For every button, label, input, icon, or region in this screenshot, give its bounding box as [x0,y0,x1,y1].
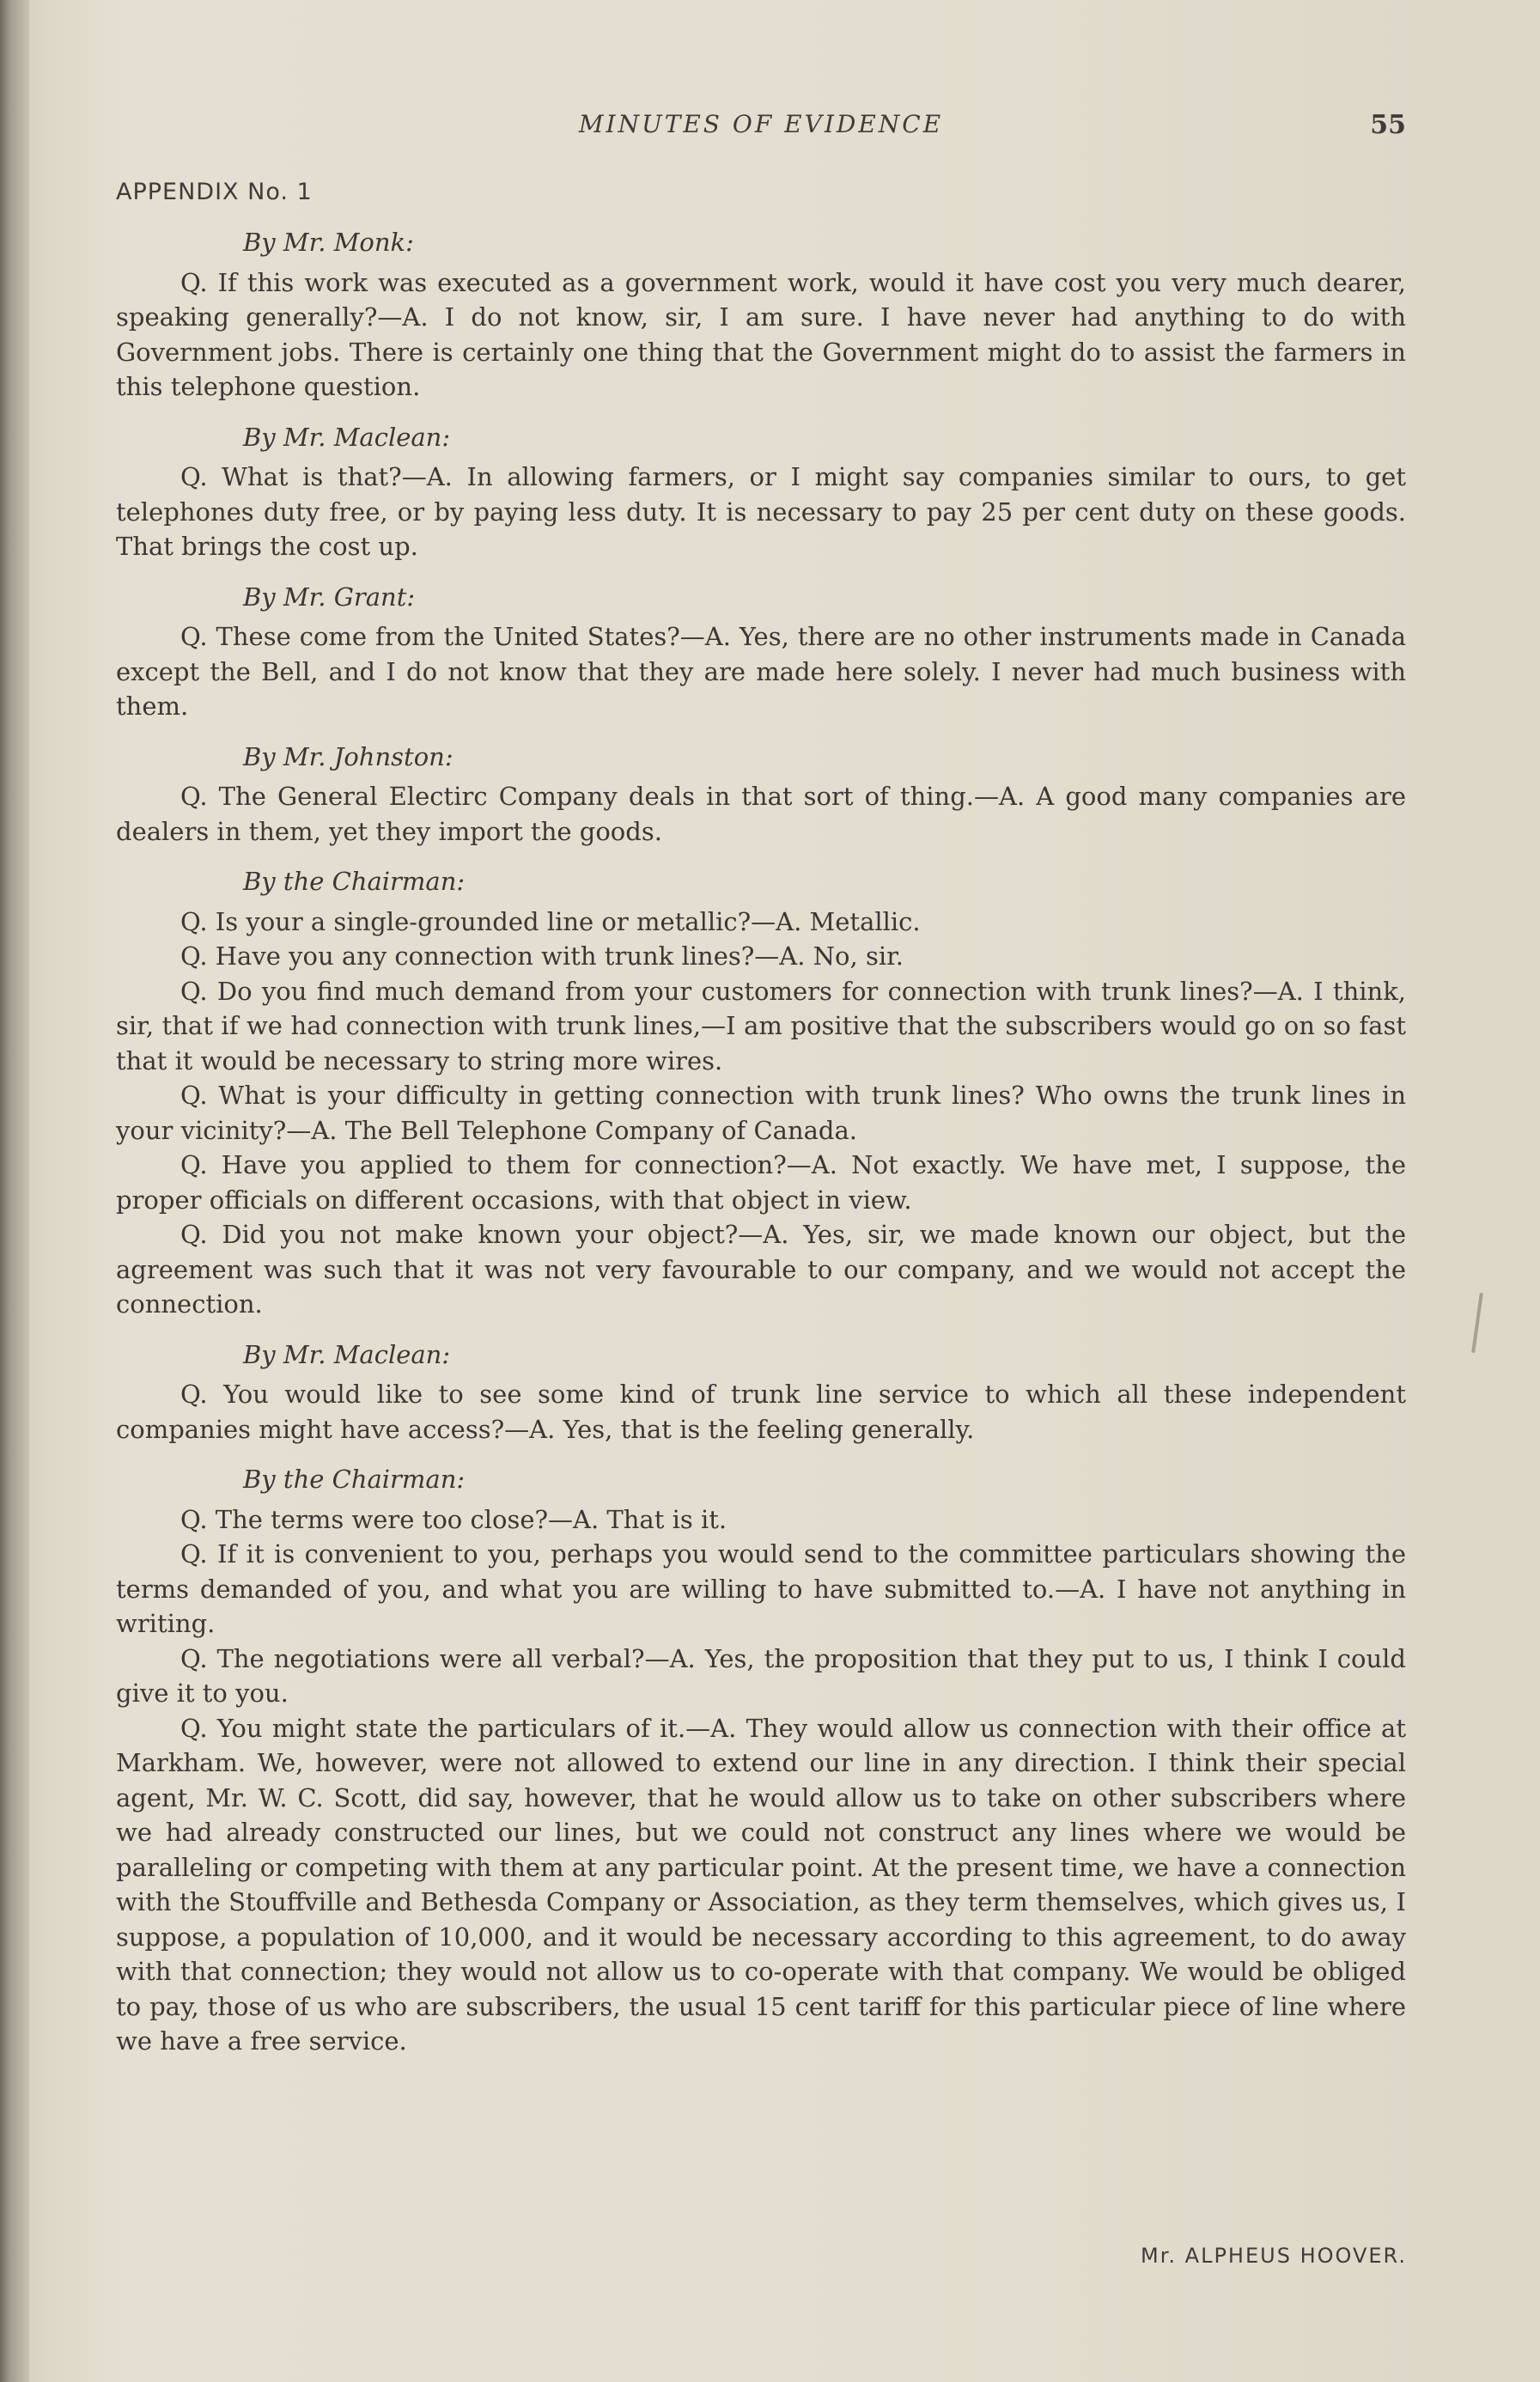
evidence-body [116,225,1406,2059]
testimony-paragraph: Q. These come from the United States?—A. Yes, there are no other instruments made in Canada except the Bell, and I do not know that they are made here solely. I never had much business with them. [116,622,1406,721]
testimony-paragraph: Q. If it is convenient to you, perhaps you would send to the committee particulars showing the terms demanded of you, and what you are willing to have submitted to.—A. I have not anything in writing. [116,1539,1406,1638]
pencil-margin-mark [1471,1293,1483,1353]
testimony-paragraph: Q. Is your a single-grounded line or metallic?—A. Metallic. [180,906,921,936]
speaker-heading: By Mr. Maclean: [243,422,451,452]
testimony-paragraph: Q. Have you applied to them for connection?—A. Not exactly. We have met, I suppose, the proper officials on different occasions, with that object in view. [116,1150,1406,1215]
testimony-paragraph: Q. Did you not make known your object?—A. Yes, sir, we made known our object, but the agreement was such that it was not very favourable to our company, and we would not accept the connection. [116,1220,1406,1319]
testimony-paragraph: Q. What is your difficulty in getting connection with trunk lines? Who owns the trunk lines in your vicinity?—A. The Bell Telephone Company of Canada. [116,1081,1406,1145]
testimony-paragraph: Q. What is that?—A. In allowing farmers, or I might say companies similar to ours, to get telephones duty free, or by paying less duty. It is necessary to pay 25 per cent duty on these goods. That brings the cost up. [116,462,1406,561]
page-number: 55 [1370,110,1406,140]
testimony-paragraph: Q. The General Electirc Company deals in that sort of thing.—A. A good many companies are dealers in them, yet they import the goods. [116,782,1406,846]
speaker-heading: By the Chairman: [243,867,466,896]
testimony-paragraph: Q. Have you any connection with trunk lines?—A. No, sir. [180,941,904,971]
testimony-paragraph: Q. You might state the particulars of it.—A. They would allow us connection with their office at Markham. We, however, were not allowed to extend our line in any direction. I think their special agent, Mr. W. C. Scott, did say, however, that he would allow us to take on other subscribers where we had already constructed our lines, but we could not construct any lines where we would be paralleling or competing with them at any particular point. At the present time, we have a connection with the Stouffville and Bethesda Company or Association, as they term themselves, which gives us, I suppose, a population of 10,000, and it would be necessary according to this agreement, to do away with that connection; they would not allow us to co-operate with that company. We would be obliged to pay, those of us who are subscribers, the usual 15 cent tariff for this particular piece of line where we have a free service. [116,1713,1406,2056]
testimony-paragraph: Q. Do you find much demand from your customers for connection with trunk lines?—A. I think, sir, that if we had connection with trunk lines,—I am positive that the subscribers would go on so fast that it would be necessary to string more wires. [116,976,1406,1075]
running-title: MINUTES OF EVIDENCE [578,110,944,138]
speaker-heading: By Mr. Grant: [243,582,416,612]
speaker-heading: By Mr. Maclean: [243,1339,451,1369]
speaker-heading: By Mr. Monk: [243,228,414,257]
witness-signature-line: Mr. ALPHEUS HOOVER. [1141,2244,1407,2268]
speaker-heading: By the Chairman: [243,1465,466,1494]
testimony-paragraph: Q. If this work was executed as a government work, would it have cost you very much dearer, speaking generally?—A. I do not know, sir, I am sure. I have never had anything to do with Government jobs. There is certainly one thing that the Government might do to assist the farmers in this telephone question. [116,267,1406,401]
speaker-heading: By Mr. Johnston: [243,741,453,771]
running-head [116,110,1406,148]
testimony-paragraph: Q. The negotiations were all verbal?—A. Yes, the proposition that they put to us, I think I could give it to you. [116,1643,1406,1708]
testimony-paragraph: Q. You would like to see some kind of trunk line service to which all these independent companies might have access?—A. Yes, that is the feeling generally. [116,1380,1406,1444]
book-spine-shadow [0,0,29,2382]
appendix-label: APPENDIX No. 1 [116,179,313,205]
testimony-paragraph: Q. The terms were too close?—A. That is it. [180,1504,727,1534]
